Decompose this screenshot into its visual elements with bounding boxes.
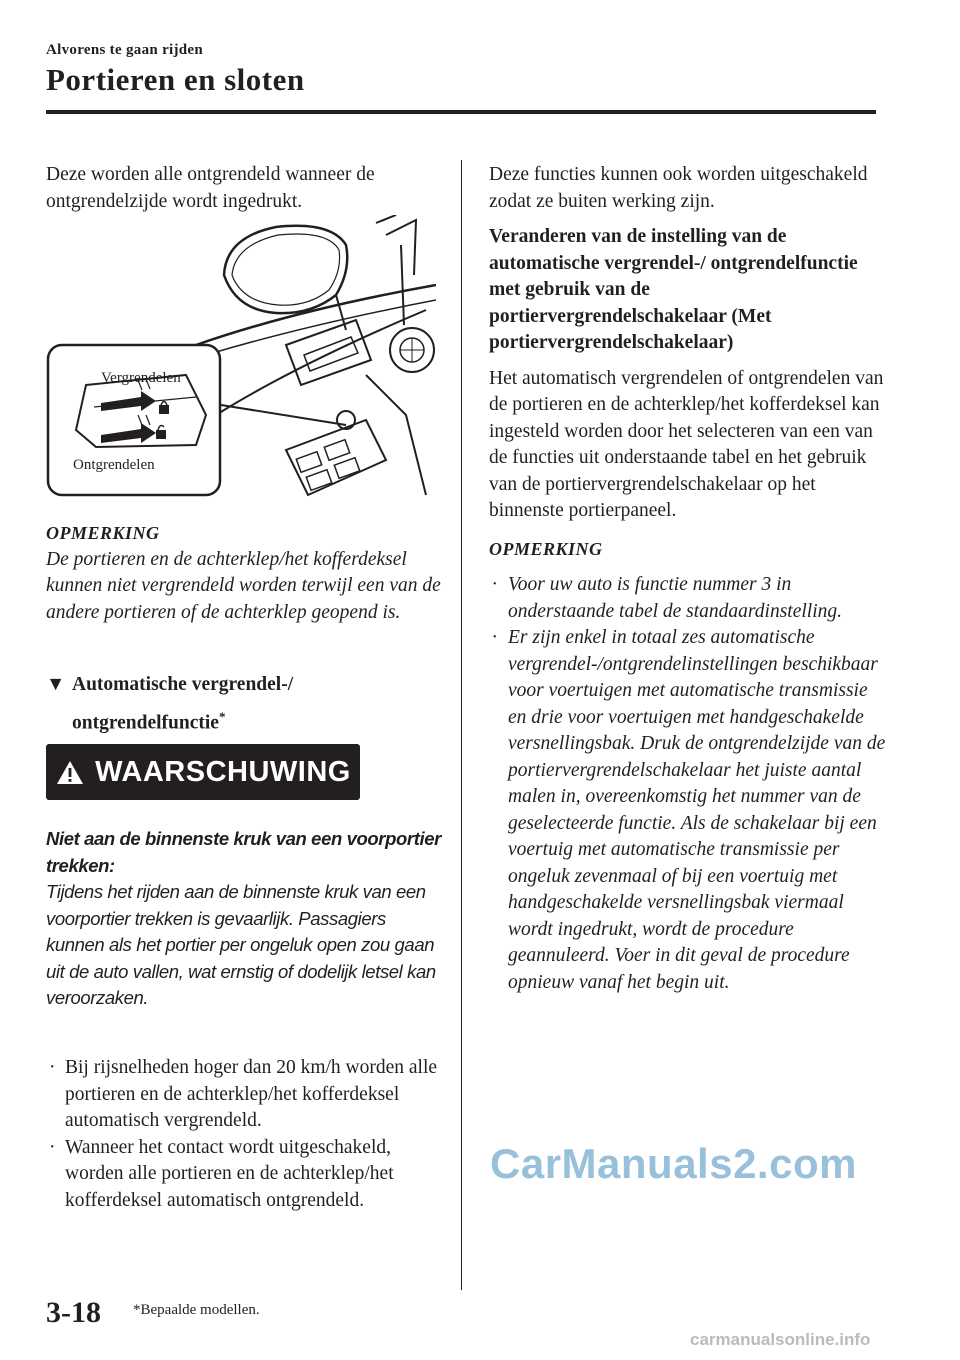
subsection-heading bbox=[46, 672, 444, 737]
triangle-marker-icon: ▼ bbox=[46, 674, 66, 695]
left-intro bbox=[46, 162, 444, 215]
section-label: Alvorens te gaan rijden bbox=[46, 42, 204, 58]
figure-label-unlock: Ontgrendelen bbox=[73, 457, 155, 473]
column-divider bbox=[461, 160, 462, 1290]
warning-body bbox=[46, 826, 444, 1012]
left-note bbox=[46, 520, 444, 626]
warning-heading: Niet aan de binnenste kruk van een voorportier trekken: bbox=[46, 828, 441, 876]
subsection-title-line1: Automatische vergrendel-/ bbox=[72, 674, 294, 695]
warning-banner bbox=[46, 744, 360, 800]
left-note-text: De portieren en de achterklep/het kofferdeksel kunnen niet vergrendeld worden terwijl een van de andere portieren of de achterklep geopend is. bbox=[46, 548, 441, 623]
door-switch-illustration bbox=[46, 215, 436, 500]
page-title: Portieren en sloten bbox=[46, 62, 305, 97]
right-intro: Deze functies kunnen ook worden uitgeschakeld zodat ze buiten werking zijn. bbox=[489, 164, 868, 212]
right-column bbox=[489, 162, 889, 996]
right-bold-heading: Veranderen van de instelling van de automatische vergrendel-/ ontgrendelfunctie met gebruik van de portiervergrendelschakelaar (Met portiervergrendelschakelaar) bbox=[489, 226, 858, 353]
header-rule bbox=[46, 110, 876, 114]
left-note-heading: OPMERKING bbox=[46, 523, 160, 543]
page-number: 3-18 bbox=[46, 1296, 101, 1329]
list-item: · Voor uw auto is functie nummer 3 in onderstaande tabel de standaardinstelling. bbox=[492, 574, 843, 622]
list-item: · Bij rijsnelheden hoger dan 20 km/h worden alle portieren en de achterklep/het kofferdeksel automatisch vergrendeld. bbox=[49, 1057, 438, 1131]
list-item: · Er zijn enkel in totaal zes automatische vergrendel-/ontgrendelinstellingen beschikbaar voor voertuigen met automatische transmissie en drie voor voertuigen met handgeschakelde versnellingsbak. Druk de ontgrendelzijde van de portiervergrendelschakelaar het juiste aantal malen in, overeenkomstig het nummer van de geselecteerde functie. Als de schakelaar bij een voertuig met automatische transmissie per ongeluk zevenmaal of bij een voertuig met handgeschakelde versnellingsbak viermaal wordt ingedrukt, wordt de procedure geannuleerd. Voer in dit geval de procedure opnieuw vanaf het begin uit. bbox=[492, 627, 886, 993]
figure-label-lock: Vergrendelen bbox=[101, 370, 181, 386]
footer-url: carmanualsonline.info bbox=[690, 1330, 871, 1349]
subsection-title-line2: ontgrendelfunctie bbox=[72, 712, 219, 733]
footnote: *Bepaalde modellen. bbox=[133, 1302, 260, 1318]
left-bullets bbox=[46, 1055, 444, 1214]
watermark: CarManuals2.com bbox=[490, 1140, 857, 1187]
footnote-mark: * bbox=[218, 708, 226, 724]
list-item: · Wanneer het contact wordt uitgeschakeld, worden alle portieren en de achterklep/het kofferdeksel automatisch ontgrendeld. bbox=[49, 1136, 394, 1211]
right-paragraph: Het automatisch vergrendelen of ontgrendelen van de portieren en de achterklep/het kofferdeksel kan ingesteld worden door het selecteren van een van de functies uit onderstaande tabel en het gebruik van de portiervergrendelschakelaar op het binnenste portierpaneel. bbox=[489, 367, 884, 521]
warning-label: WAARSCHUWING bbox=[95, 755, 351, 788]
left-intro-text: Deze worden alle ontgrendeld wanneer de ontgrendelzijde wordt ingedrukt. bbox=[46, 164, 375, 212]
warning-text: Tijdens het rijden aan de binnenste kruk van een voorportier trekken is gevaarlijk. Passagiers kunnen als het portier per ongeluk open zou gaan uit de auto vallen, wat ernstig of dodelijk letsel kan veroorzaken. bbox=[46, 881, 436, 1008]
right-note-heading: OPMERKING bbox=[489, 538, 603, 559]
warning-triangle-icon bbox=[55, 759, 85, 786]
